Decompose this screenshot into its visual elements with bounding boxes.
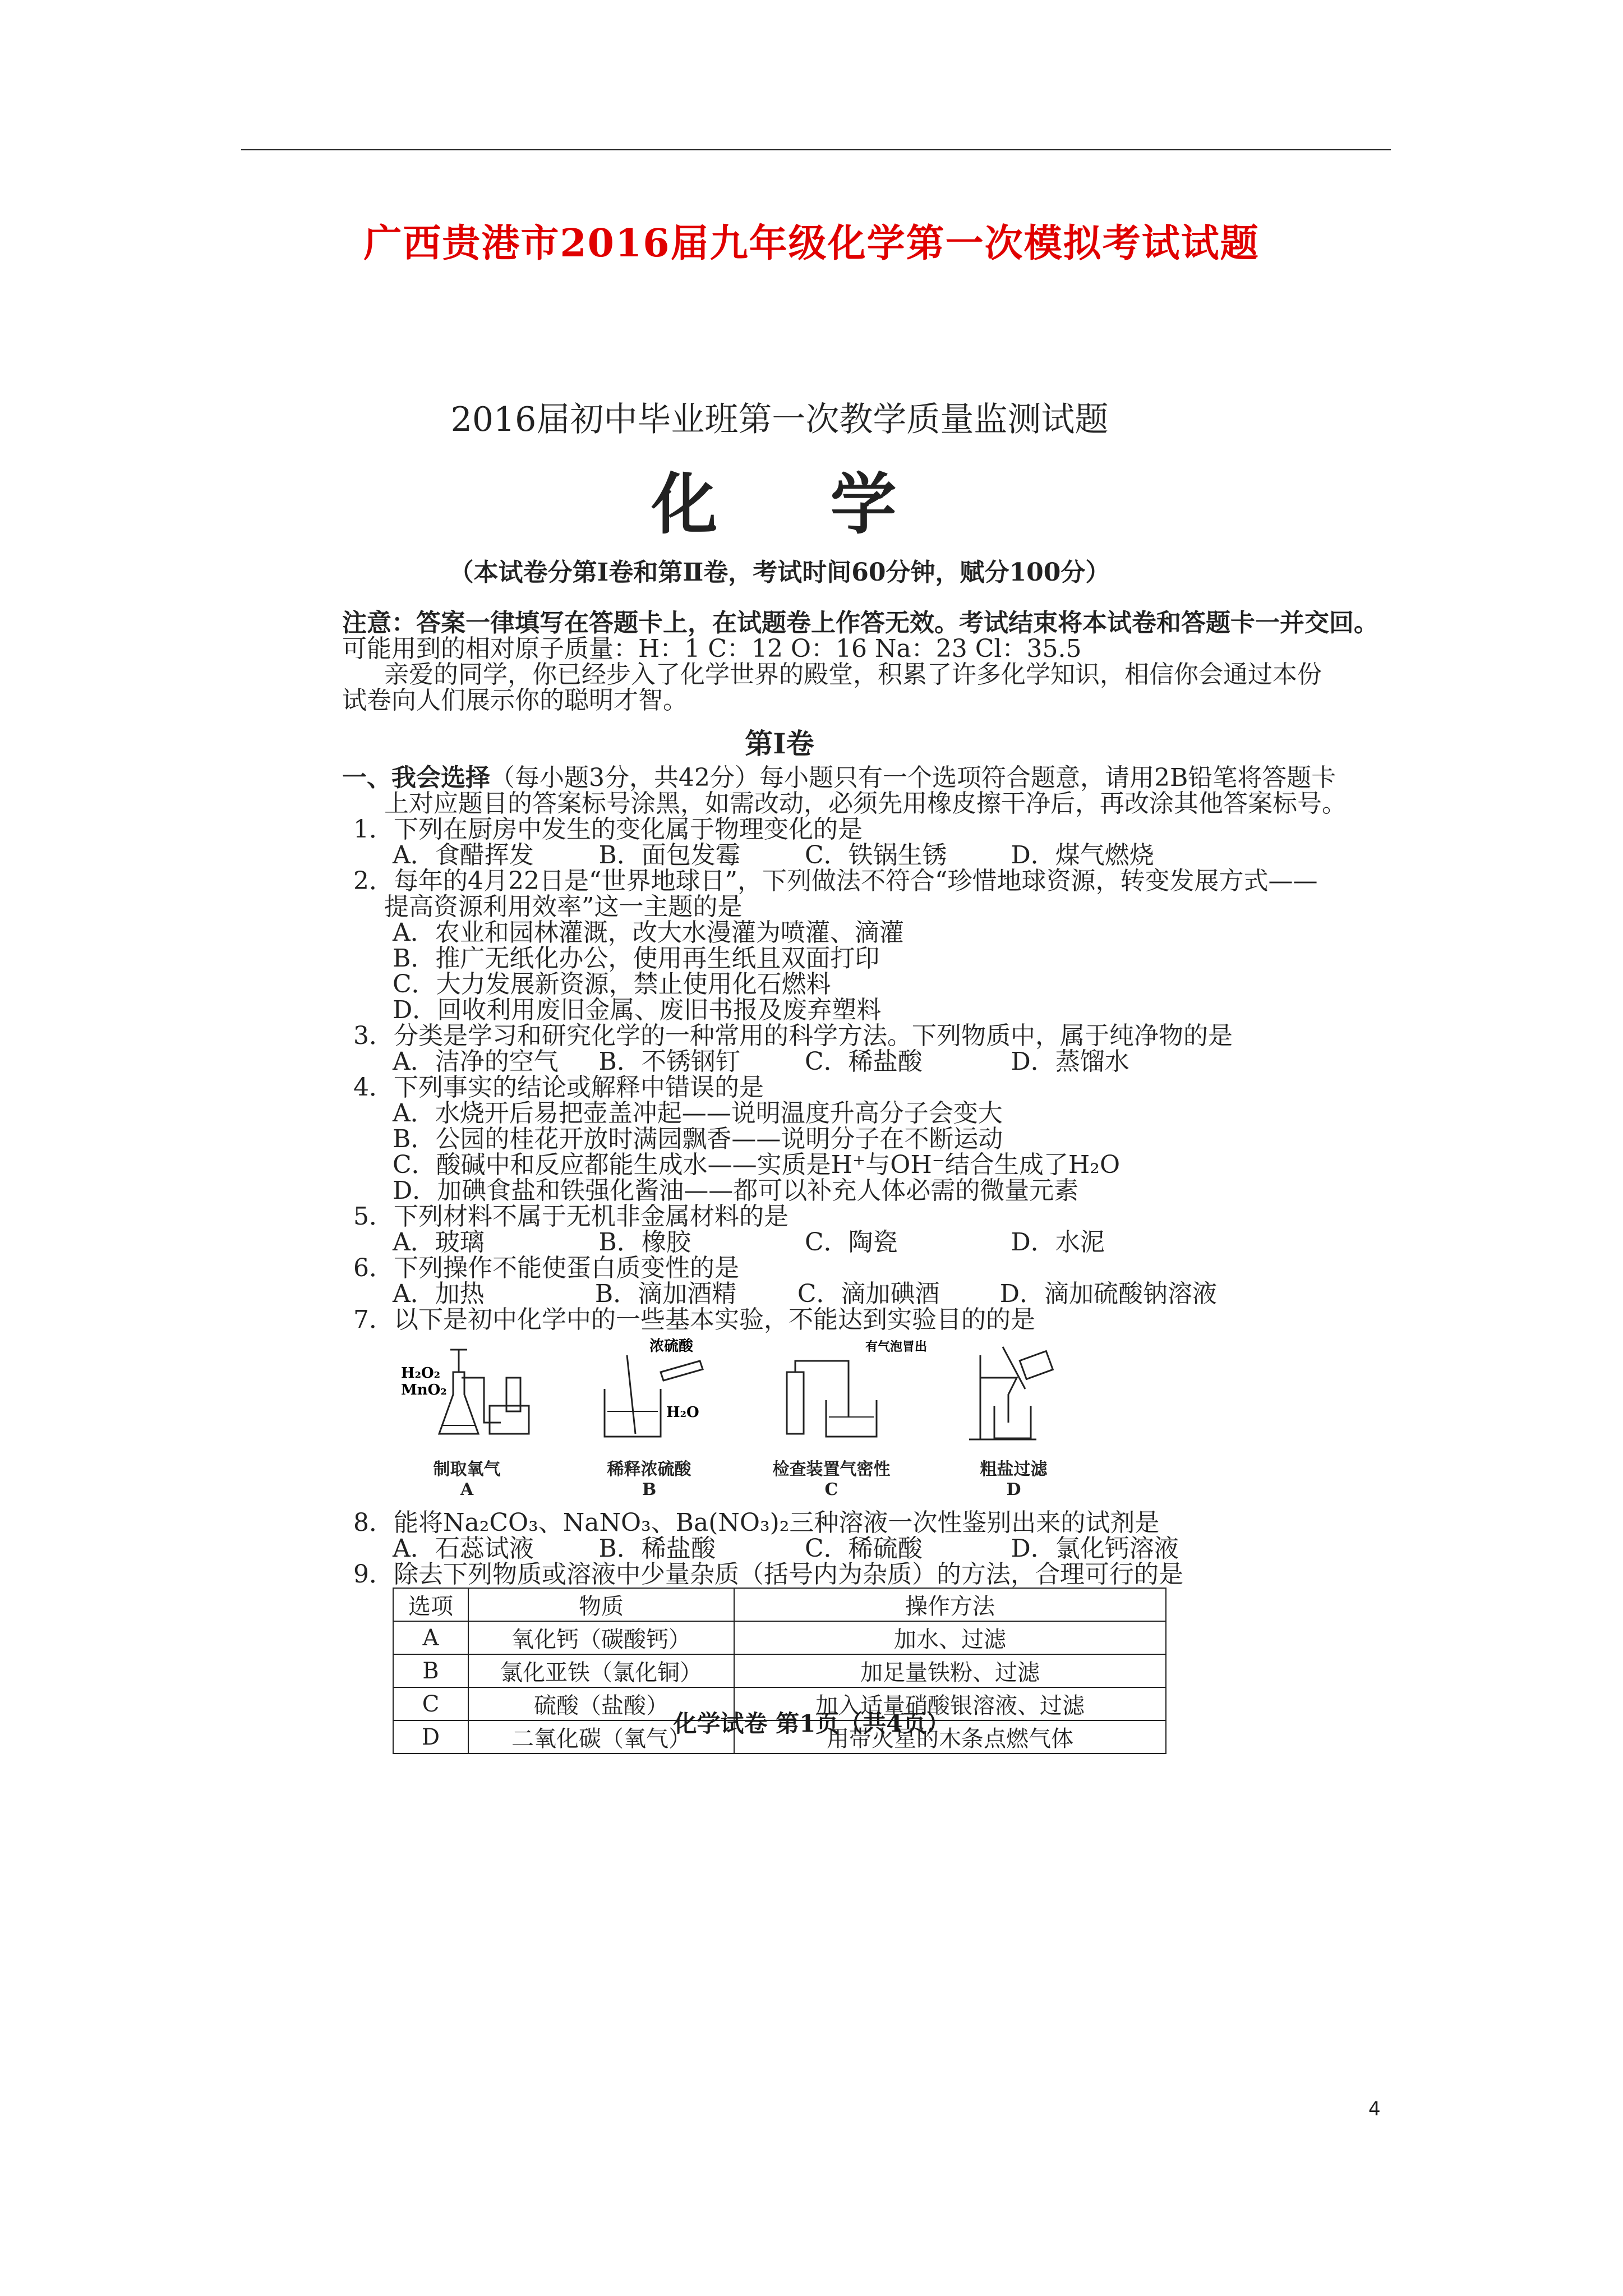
option: D．滴加硫酸钠溶液: [999, 1280, 1217, 1308]
option: C．酸碱中和反应都能生成水——实质是H⁺与OH⁻结合生成了H₂O: [393, 1151, 1121, 1179]
figure-caption: 检查装置气密性: [772, 1460, 891, 1479]
notice: 注意：答案一律填写在答题卡上，在试题卷上作答无效。考试结束将本试卷和答题卡一并交回。: [342, 609, 1378, 637]
question-3-options: [342, 1049, 1217, 1075]
table-cell: 加足量铁粉、过滤: [734, 1654, 1166, 1687]
figure-caption: 稀释浓硫酸: [607, 1460, 691, 1479]
option: C．陶瓷: [805, 1228, 898, 1257]
greeting-line-2: 试卷向人们展示你的聪明才智。: [342, 686, 688, 715]
table-cell: 用带火星的木条点燃气体: [734, 1720, 1166, 1754]
figure-caption: 粗盐过滤: [980, 1460, 1048, 1479]
table-cell: 氧化钙（碳酸钙）: [468, 1621, 734, 1654]
document-title: 广西贵港市2016届九年级化学第一次模拟考试试题: [363, 221, 1260, 266]
question-5: 5．下列材料不属于无机非金属材料的是: [353, 1202, 789, 1231]
question-7: 7．以下是初中化学中的一些基本实验，不能达到实验目的的是: [353, 1305, 1035, 1334]
option: B．稀盐酸: [598, 1534, 716, 1563]
figure-letter: A: [460, 1480, 474, 1499]
option: D．加碘食盐和铁强化酱油——都可以补充人体必需的微量元素: [393, 1176, 1079, 1205]
question-4: 4．下列事实的结论或解释中错误的是: [353, 1073, 764, 1102]
header-rule: [241, 149, 1391, 150]
figure-c: [764, 1338, 927, 1507]
question-3: 3．分类是学习和研究化学的一种常用的科学方法。下列物质中，属于纯净物的是: [353, 1022, 1233, 1050]
part-heading-rest: （每小题3分，共42分）每小题只有一个选项符合题意，请用2B铅笔将答题卡: [490, 763, 1336, 792]
figure-label: MnO₂: [400, 1382, 447, 1398]
table-cell: 硫酸（盐酸）: [468, 1687, 734, 1720]
figure-d: [947, 1338, 1081, 1507]
option: A．加热: [393, 1280, 485, 1308]
dilution-apparatus-icon: [582, 1338, 717, 1451]
figure-letter: D: [1006, 1480, 1021, 1499]
option: A．农业和园林灌溉，改大水漫灌为喷灌、滴灌: [393, 918, 904, 947]
option: B．推广无纸化办公，使用再生纸且双面打印: [393, 944, 880, 973]
question-1: 1．下列在厨房中发生的变化属于物理变化的是: [353, 815, 863, 844]
option: A．洁净的空气: [393, 1047, 559, 1076]
option: A．玻璃: [393, 1228, 485, 1257]
table-cell: C: [393, 1687, 468, 1720]
section-heading: 第Ⅰ卷: [745, 727, 814, 760]
table-header: 操作方法: [734, 1588, 1166, 1621]
option: D．水泥: [1011, 1228, 1105, 1257]
option: B．橡胶: [598, 1228, 691, 1257]
table-cell: B: [393, 1654, 468, 1687]
question-6-options: [342, 1281, 1217, 1307]
exam-footer: 化学试卷 第1页（共4页）: [673, 1710, 950, 1737]
option: C．稀硫酸: [805, 1534, 923, 1563]
option: B．滴加酒精: [594, 1280, 737, 1308]
question-9: 9．除去下列物质或溶液中少量杂质（括号内为杂质）的方法，合理可行的是: [353, 1560, 1183, 1589]
exam-note: （本试卷分第Ⅰ卷和第Ⅱ卷，考试时间60分钟，赋分100分）: [449, 558, 1110, 587]
oxygen-apparatus-icon: [400, 1338, 534, 1451]
table-cell: 加水、过滤: [734, 1621, 1166, 1654]
option: B．面包发霉: [598, 841, 740, 869]
question-2-line-1: 2．每年的4月22日是“世界地球日”，下列做法不符合“珍惜地球资源，转变发展方式——: [353, 867, 1318, 895]
figure-a: [400, 1338, 534, 1507]
table-row: [393, 1654, 1166, 1687]
question-8-options: [342, 1536, 1217, 1562]
question-6: 6．下列操作不能使蛋白质变性的是: [353, 1254, 739, 1282]
option: B．不锈钢钉: [598, 1047, 740, 1076]
atomic-masses: 可能用到的相对原子质量：H：1 C：12 O：16 Na：23 Cl：35.5: [342, 634, 1082, 663]
filtration-apparatus-icon: [947, 1338, 1081, 1451]
question-8: 8．能将Na₂CO₃、NaNO₃、Ba(NO₃)₂三种溶液一次性鉴别出来的试剂是: [353, 1508, 1160, 1537]
option: A．水烧开后易把壶盖冲起——说明温度升高分子会变大: [393, 1099, 1003, 1128]
airtightness-apparatus-icon: [764, 1338, 927, 1451]
exam-scan: [342, 387, 1378, 1754]
table-row: [393, 1621, 1166, 1654]
table-header: 选项: [393, 1588, 468, 1621]
question-2-line-2: 提高资源利用效率”这一主题的是: [384, 892, 743, 921]
table-header: 物质: [468, 1588, 734, 1621]
option: C．滴加碘酒: [797, 1280, 940, 1308]
table-cell: A: [393, 1621, 468, 1654]
option: D．蒸馏水: [1011, 1047, 1129, 1076]
figure-label: H₂O: [666, 1404, 699, 1421]
option: A．石蕊试液: [393, 1534, 534, 1563]
option: C．大力发展新资源，禁止使用化石燃料: [393, 970, 831, 999]
figure-letter: B: [642, 1480, 657, 1499]
option: C．稀盐酸: [805, 1047, 923, 1076]
figure-caption: 制取氧气: [433, 1460, 501, 1479]
page-number: 4: [1368, 2098, 1381, 2120]
question-5-options: [342, 1230, 1217, 1255]
exam-heading: 2016届初中毕业班第一次教学质量监测试题: [450, 400, 1109, 439]
greeting-line-1: 亲爱的同学，你已经步入了化学世界的殿堂，积累了许多化学知识，相信你会通过本份: [384, 660, 1322, 689]
figure-b: [582, 1338, 717, 1507]
part-heading-bold: 一、我会选择: [342, 763, 490, 792]
table-cell: 二氧化碳（氧气）: [468, 1720, 734, 1754]
option: D．氯化钙溶液: [1011, 1534, 1179, 1563]
table-cell: 氯化亚铁（氯化铜）: [468, 1654, 734, 1687]
part-heading: [342, 763, 1336, 792]
figure-label: 浓硫酸: [649, 1338, 693, 1355]
table-header-row: [393, 1588, 1166, 1621]
figure-label: H₂O₂: [400, 1365, 440, 1382]
figure-letter: C: [824, 1480, 838, 1499]
table-cell: D: [393, 1720, 468, 1754]
figure-label: 有气泡冒出: [865, 1340, 927, 1354]
option: B．公园的桂花开放时满园飘香——说明分子在不断运动: [393, 1125, 1003, 1153]
part-heading-2: 上对应题目的答案标号涂黑，如需改动，必须先用橡皮擦干净后，再改涂其他答案标号。: [384, 789, 1347, 818]
option: D．回收利用废旧金属、废旧书报及废弃塑料: [393, 996, 882, 1024]
table-cell: 加入适量硝酸银溶液、过滤: [734, 1687, 1166, 1720]
option: D．煤气燃烧: [1011, 841, 1154, 869]
question-1-options: [342, 843, 1217, 868]
option: A．食醋挥发: [393, 841, 534, 869]
experiment-figures: [376, 1338, 1105, 1507]
exam-subject: 化 学: [651, 465, 942, 543]
option: C．铁锅生锈: [805, 841, 947, 869]
